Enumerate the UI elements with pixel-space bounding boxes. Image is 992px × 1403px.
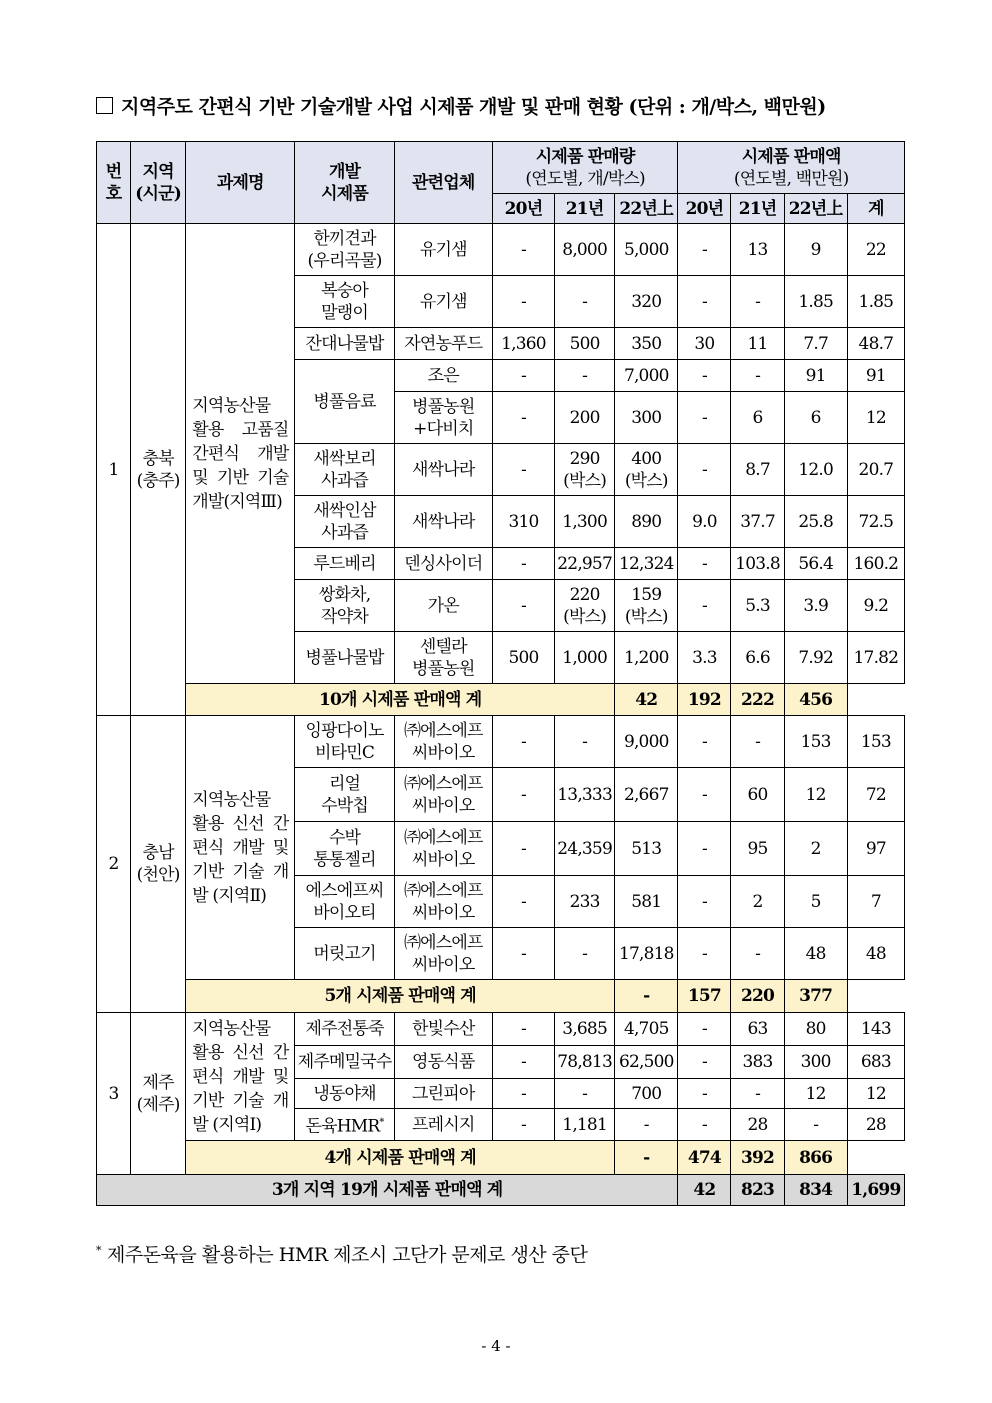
table-row	[97, 1013, 905, 1046]
header-a20: 20년	[678, 194, 731, 224]
product-name: 루드베리	[295, 548, 394, 580]
cell-q22: 9,000	[615, 716, 678, 768]
subtotal-a22: 220	[731, 980, 784, 1013]
cell-q21: -	[555, 360, 615, 392]
cell-q22: 7,000	[615, 360, 678, 392]
cell-a20: -	[678, 716, 731, 768]
grand-total-a21: 823	[731, 1175, 784, 1206]
cell-at: 7	[847, 876, 904, 928]
cell-q20: -	[492, 1109, 554, 1141]
cell-a21: 6.6	[731, 632, 784, 684]
table-header	[97, 142, 905, 224]
cell-q22: 320	[615, 276, 678, 328]
cell-a21: 60	[731, 768, 784, 822]
header-qty-unit: (연도별, 개/박스)	[525, 168, 645, 189]
cell-a22: 6	[784, 392, 847, 444]
header-a21: 21년	[731, 194, 784, 224]
cell-q20: 310	[492, 496, 554, 548]
cell-q20: -	[492, 580, 554, 632]
company-name: 덴싱사이더	[394, 548, 492, 580]
group-project: 지역농산물 활용 신선 간편식 개발 및 기반 기술 개발 (지역Ⅰ)	[186, 1013, 295, 1141]
product-name: 잔대나물밥	[295, 328, 394, 360]
product-name: 새싹보리 사과즙	[295, 444, 394, 496]
header-q21: 21년	[555, 194, 615, 224]
cell-a20: -	[678, 444, 731, 496]
cell-a21: 8.7	[731, 444, 784, 496]
cell-q20: -	[492, 276, 554, 328]
cell-a20: -	[678, 392, 731, 444]
group-project: 지역농산물 활용 고품질 간편식 개발 및 기반 기술 개발(지역Ⅲ)	[186, 224, 295, 684]
product-name: 냉동야채	[295, 1079, 394, 1109]
cell-a21: 11	[731, 328, 784, 360]
company-name: 새싹나라	[394, 444, 492, 496]
cell-a20: -	[678, 224, 731, 276]
cell-a22: 300	[784, 1046, 847, 1079]
cell-a20: -	[678, 768, 731, 822]
company-name: ㈜에스에프 씨바이오	[394, 876, 492, 928]
cell-q21: -	[555, 928, 615, 980]
header-region: 지역 (시군)	[131, 142, 186, 224]
cell-q20: -	[492, 392, 554, 444]
cell-q20: 500	[492, 632, 554, 684]
cell-q21: 78,813	[555, 1046, 615, 1079]
cell-q22: 350	[615, 328, 678, 360]
cell-q20: -	[492, 1013, 554, 1046]
product-name: 한끼견과 (우리곡물)	[295, 224, 394, 276]
grand-total-row	[97, 1175, 905, 1206]
cell-at: 9.2	[847, 580, 904, 632]
cell-at: 17.82	[847, 632, 904, 684]
cell-q21: 1,000	[555, 632, 615, 684]
product-name: 머릿고기	[295, 928, 394, 980]
cell-at: 1.85	[847, 276, 904, 328]
product-name: 수박 통통젤리	[295, 822, 394, 876]
cell-a20: 3.3	[678, 632, 731, 684]
company-name: 프레시지	[394, 1109, 492, 1141]
sales-table	[96, 141, 905, 1206]
company-name: 가온	[394, 580, 492, 632]
cell-a21: -	[731, 360, 784, 392]
subtotal-row	[97, 1141, 905, 1175]
title-text: 지역주도 간편식 기반 기술개발 사업 시제품 개발 및 판매 현황 (단위 : 개/박스, 백만원)	[121, 96, 826, 118]
page-number: - 4 -	[481, 1337, 511, 1355]
product-name: 쌍화차, 작약차	[295, 580, 394, 632]
cell-q22: 62,500	[615, 1046, 678, 1079]
company-name: 조은	[394, 360, 492, 392]
cell-a20: -	[678, 1013, 731, 1046]
cell-at: 48.7	[847, 328, 904, 360]
cell-a22: 48	[784, 928, 847, 980]
product-name: 병풀나물밥	[295, 632, 394, 684]
cell-q20: 1,360	[492, 328, 554, 360]
cell-at: 160.2	[847, 548, 904, 580]
cell-q22: 400 (박스)	[615, 444, 678, 496]
company-name: ㈜에스에프 씨바이오	[394, 822, 492, 876]
footnote	[96, 1240, 587, 1267]
subtotal-label: 4개 시제품 판매액 계	[186, 1141, 615, 1175]
product-name: 돈육HMR*	[295, 1109, 394, 1141]
cell-q22: 890	[615, 496, 678, 548]
cell-q22: 5,000	[615, 224, 678, 276]
cell-q21: 200	[555, 392, 615, 444]
cell-q21: 24,359	[555, 822, 615, 876]
company-name: 병풀농원 +다비치	[394, 392, 492, 444]
cell-a21: 103.8	[731, 548, 784, 580]
cell-a21: -	[731, 1079, 784, 1109]
product-name: 리얼 수박칩	[295, 768, 394, 822]
group-number: 3	[97, 1013, 131, 1175]
group-region: 충북 (충주)	[131, 224, 186, 716]
cell-q21: 22,957	[555, 548, 615, 580]
cell-at: 48	[847, 928, 904, 980]
header-product: 개발 시제품	[295, 142, 394, 224]
cell-a21: 6	[731, 392, 784, 444]
header-amt-group: 시제품 판매액 (연도별, 백만원)	[678, 142, 905, 194]
company-name: 유기샘	[394, 224, 492, 276]
header-q22: 22년上	[615, 194, 678, 224]
cell-a20: 9.0	[678, 496, 731, 548]
cell-q20: -	[492, 1046, 554, 1079]
cell-a22: 3.9	[784, 580, 847, 632]
cell-q20: -	[492, 1079, 554, 1109]
cell-a22: 91	[784, 360, 847, 392]
cell-q20: -	[492, 360, 554, 392]
cell-a20: -	[678, 822, 731, 876]
subtotal-a20: -	[615, 1141, 678, 1175]
subtotal-a22: 392	[731, 1141, 784, 1175]
cell-a21: 13	[731, 224, 784, 276]
header-company: 관련업체	[394, 142, 492, 224]
cell-a22: 25.8	[784, 496, 847, 548]
subtotal-a22: 222	[731, 684, 784, 716]
table-row	[97, 716, 905, 768]
cell-q21: -	[555, 1079, 615, 1109]
cell-q20: -	[492, 444, 554, 496]
cell-a20: -	[678, 1109, 731, 1141]
cell-q22: 700	[615, 1079, 678, 1109]
company-name: 그린피아	[394, 1079, 492, 1109]
company-name: 새싹나라	[394, 496, 492, 548]
cell-at: 97	[847, 822, 904, 876]
cell-q21: -	[555, 716, 615, 768]
grand-total-label: 3개 지역 19개 시제품 판매액 계	[97, 1175, 678, 1206]
subtotal-label: 10개 시제품 판매액 계	[186, 684, 615, 716]
cell-a22: 7.7	[784, 328, 847, 360]
header-qty-group: 시제품 판매량 (연도별, 개/박스)	[492, 142, 677, 194]
cell-q21: 8,000	[555, 224, 615, 276]
grand-total-a22: 834	[784, 1175, 847, 1206]
page-title	[96, 92, 916, 119]
cell-a22: 12	[784, 768, 847, 822]
subtotal-a21: 474	[678, 1141, 731, 1175]
cell-at: 12	[847, 392, 904, 444]
cell-at: 153	[847, 716, 904, 768]
subtotal-row	[97, 684, 905, 716]
cell-q20: -	[492, 224, 554, 276]
cell-a21: 95	[731, 822, 784, 876]
cell-a21: -	[731, 716, 784, 768]
cell-a21: 383	[731, 1046, 784, 1079]
product-name: 제주메밀국수	[295, 1046, 394, 1079]
group-number: 2	[97, 716, 131, 1013]
footnote-mark: *	[96, 1243, 101, 1257]
product-name: 에스에프씨 바이오티	[295, 876, 394, 928]
cell-q21: -	[555, 276, 615, 328]
header-total: 계	[847, 194, 904, 224]
cell-q21: 233	[555, 876, 615, 928]
subtotal-a21: 192	[678, 684, 731, 716]
cell-q20: -	[492, 928, 554, 980]
cell-a22: -	[784, 1109, 847, 1141]
subtotal-at: 456	[784, 684, 847, 716]
cell-a20: -	[678, 276, 731, 328]
subtotal-label: 5개 시제품 판매액 계	[186, 980, 615, 1013]
cell-q20: -	[492, 876, 554, 928]
cell-q22: 159 (박스)	[615, 580, 678, 632]
cell-at: 12	[847, 1079, 904, 1109]
company-name: ㈜에스에프 씨바이오	[394, 768, 492, 822]
company-name: ㈜에스에프 씨바이오	[394, 928, 492, 980]
cell-q22: -	[615, 1109, 678, 1141]
company-name: 센텔라 병풀농원	[394, 632, 492, 684]
cell-a20: -	[678, 1046, 731, 1079]
product-name: 새싹인삼 사과즙	[295, 496, 394, 548]
cell-a20: -	[678, 1079, 731, 1109]
cell-a22: 56.4	[784, 548, 847, 580]
product-name: 제주전통죽	[295, 1013, 394, 1046]
company-name: ㈜에스에프 씨바이오	[394, 716, 492, 768]
cell-q20: -	[492, 768, 554, 822]
subtotal-a21: 157	[678, 980, 731, 1013]
product-name: 잉팡다이노 비타민C	[295, 716, 394, 768]
cell-q22: 17,818	[615, 928, 678, 980]
cell-q21: 1,300	[555, 496, 615, 548]
cell-at: 22	[847, 224, 904, 276]
cell-a20: -	[678, 876, 731, 928]
header-a22: 22년上	[784, 194, 847, 224]
cell-a20: -	[678, 928, 731, 980]
company-name: 유기샘	[394, 276, 492, 328]
cell-at: 683	[847, 1046, 904, 1079]
cell-q22: 4,705	[615, 1013, 678, 1046]
subtotal-a20: -	[615, 980, 678, 1013]
grand-total-at: 1,699	[847, 1175, 904, 1206]
cell-at: 28	[847, 1109, 904, 1141]
cell-q22: 300	[615, 392, 678, 444]
cell-a21: 37.7	[731, 496, 784, 548]
cell-a22: 5	[784, 876, 847, 928]
cell-a20: 30	[678, 328, 731, 360]
table-body	[97, 224, 905, 1206]
subtotal-at: 377	[784, 980, 847, 1013]
cell-q21: 220 (박스)	[555, 580, 615, 632]
cell-q21: 13,333	[555, 768, 615, 822]
cell-a21: -	[731, 928, 784, 980]
company-name: 한빛수산	[394, 1013, 492, 1046]
cell-q21: 1,181	[555, 1109, 615, 1141]
subtotal-a20: 42	[615, 684, 678, 716]
cell-a22: 9	[784, 224, 847, 276]
header-amt-unit: (연도별, 백만원)	[733, 168, 849, 189]
cell-a22: 2	[784, 822, 847, 876]
cell-a22: 153	[784, 716, 847, 768]
group-project: 지역농산물 활용 신선 간편식 개발 및 기반 기술 개발 (지역Ⅱ)	[186, 716, 295, 980]
subtotal-at: 866	[784, 1141, 847, 1175]
cell-a22: 80	[784, 1013, 847, 1046]
group-region: 제주 (제주)	[131, 1013, 186, 1175]
subtotal-row	[97, 980, 905, 1013]
header-project: 과제명	[186, 142, 295, 224]
cell-a22: 12.0	[784, 444, 847, 496]
cell-a20: -	[678, 580, 731, 632]
product-name: 복숭아 말랭이	[295, 276, 394, 328]
cell-at: 91	[847, 360, 904, 392]
company-name: 자연농푸드	[394, 328, 492, 360]
cell-q20: -	[492, 716, 554, 768]
cell-a21: 2	[731, 876, 784, 928]
cell-q21: 3,685	[555, 1013, 615, 1046]
cell-a20: -	[678, 360, 731, 392]
cell-a22: 1.85	[784, 276, 847, 328]
cell-at: 72	[847, 768, 904, 822]
cell-q20: -	[492, 548, 554, 580]
table-row	[97, 224, 905, 276]
header-q20: 20년	[492, 194, 554, 224]
cell-q22: 1,200	[615, 632, 678, 684]
cell-q22: 581	[615, 876, 678, 928]
cell-a21: 28	[731, 1109, 784, 1141]
cell-q21: 290 (박스)	[555, 444, 615, 496]
company-name: 영동식품	[394, 1046, 492, 1079]
cell-a21: -	[731, 276, 784, 328]
cell-at: 72.5	[847, 496, 904, 548]
header-no: 번호	[97, 142, 131, 224]
cell-at: 20.7	[847, 444, 904, 496]
group-region: 충남 (천안)	[131, 716, 186, 1013]
product-name: 병풀음료	[295, 360, 394, 444]
checkbox-square-icon	[96, 97, 113, 114]
cell-a21: 63	[731, 1013, 784, 1046]
group-number: 1	[97, 224, 131, 716]
product-footnote-mark: *	[379, 1116, 384, 1128]
grand-total-a20: 42	[678, 1175, 731, 1206]
cell-at: 143	[847, 1013, 904, 1046]
cell-a21: 5.3	[731, 580, 784, 632]
cell-a22: 12	[784, 1079, 847, 1109]
cell-a22: 7.92	[784, 632, 847, 684]
footnote-text: 제주돈육을 활용하는 HMR 제조시 고단가 문제로 생산 중단	[107, 1244, 588, 1266]
cell-q20: -	[492, 822, 554, 876]
cell-q22: 513	[615, 822, 678, 876]
cell-q22: 2,667	[615, 768, 678, 822]
cell-q21: 500	[555, 328, 615, 360]
cell-q22: 12,324	[615, 548, 678, 580]
cell-a20: -	[678, 548, 731, 580]
